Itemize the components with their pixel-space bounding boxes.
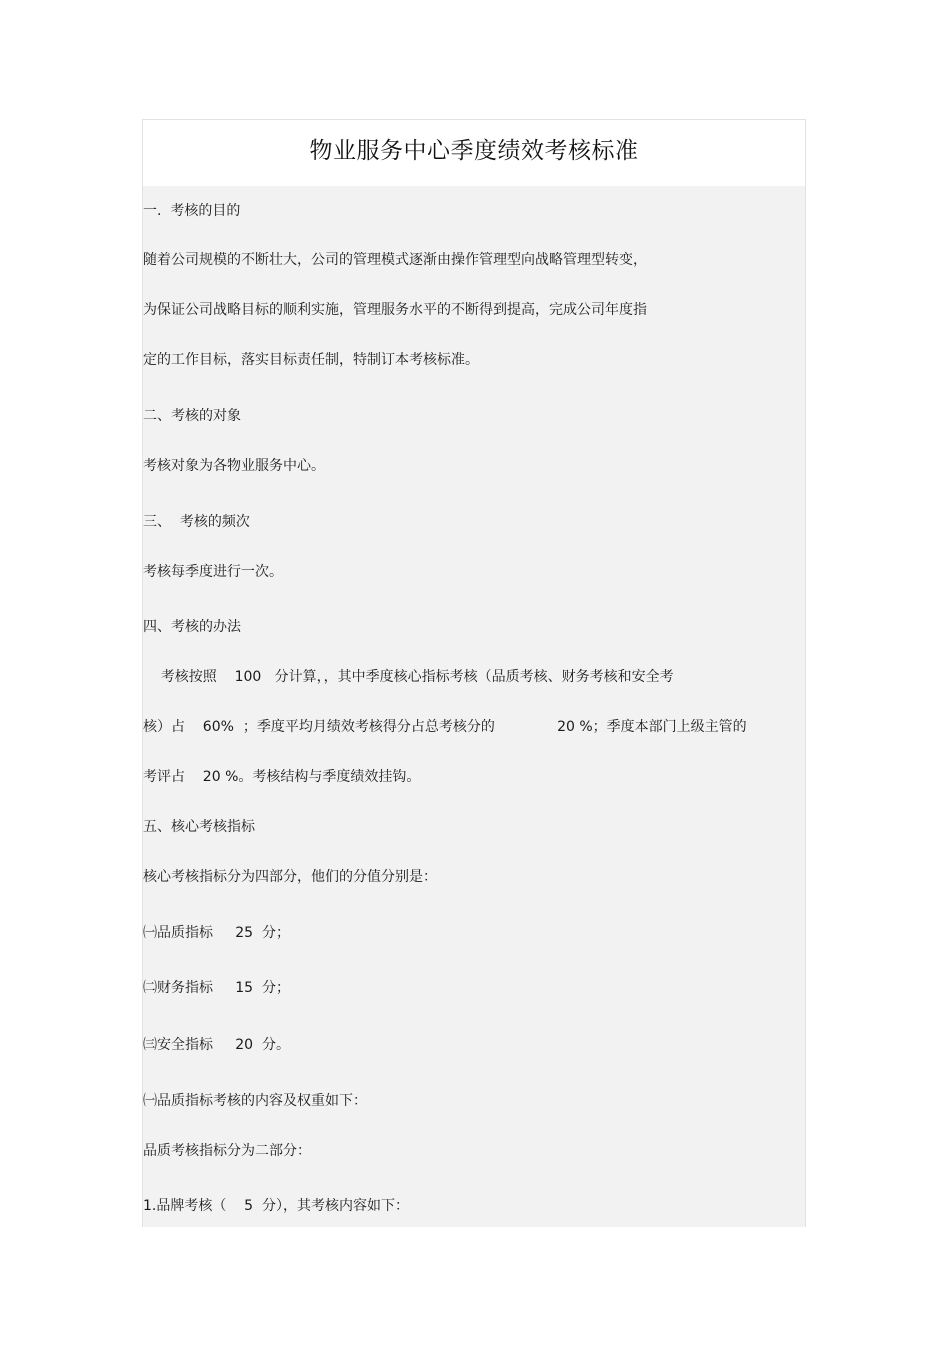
paragraph-line: 核心考核指标分为四部分，他们的分值分别是：	[143, 869, 437, 885]
paragraph-line: 核）占 60% ；季度平均月绩效考核得分占总考核分的 20 %；季度本部门上级主管的	[143, 719, 747, 735]
heading-method: 四、考核的办法	[143, 619, 241, 635]
heading-frequency: 三、 考核的频次	[143, 514, 250, 530]
document-body	[143, 186, 805, 1227]
list-item: ㈠品质指标 25 分；	[143, 925, 290, 941]
paragraph-line: 考核按照 100 分计算，，其中季度核心指标考核（品质考核、财务考核和安全考	[143, 669, 674, 685]
subheading-brand: 1.品牌考核（ 5 分），其考核内容如下：	[143, 1198, 409, 1214]
document-title: 物业服务中心季度绩效考核标准	[309, 138, 639, 164]
paragraph-line: 随着公司规模的不断壮大，公司的管理模式逐渐由操作管理型向战略管理型转变，	[143, 252, 647, 268]
list-item: ㈡财务指标 15 分；	[143, 980, 290, 996]
paragraph-line: 考核每季度进行一次。	[143, 564, 283, 580]
subheading-quality: ㈠品质指标考核的内容及权重如下：	[143, 1093, 367, 1109]
heading-purpose: 一. 考核的目的	[143, 203, 241, 219]
paragraph-line: 定的工作目标，落实目标责任制，特制订本考核标准。	[143, 352, 479, 368]
document-page	[142, 119, 806, 1227]
heading-target: 二、考核的对象	[143, 408, 241, 424]
paragraph-line: 为保证公司战略目标的顺利实施，管理服务水平的不断得到提高，完成公司年度指	[143, 302, 647, 318]
paragraph-line: 考评占 20 %。考核结构与季度绩效挂钩。	[143, 769, 421, 785]
paragraph-line: 考核对象为各物业服务中心。	[143, 458, 325, 474]
paragraph-line: 品质考核指标分为二部分：	[143, 1143, 311, 1159]
list-item: ㈢安全指标 20 分。	[143, 1037, 290, 1053]
heading-core-indicators: 五、核心考核指标	[143, 819, 255, 835]
title-band	[143, 120, 805, 186]
